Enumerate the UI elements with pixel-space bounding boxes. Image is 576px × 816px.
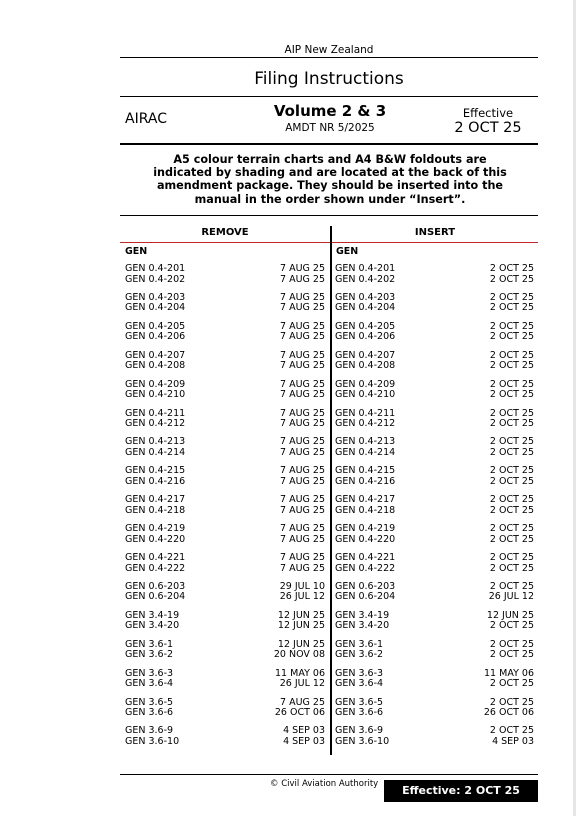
remove-page-id: GEN 0.4-208 <box>125 360 186 372</box>
insert-page-date: 2 OCT 25 <box>489 263 534 274</box>
insert-page-id: GEN 0.4-221 <box>335 552 396 563</box>
remove-page-id: GEN 0.4-205 <box>125 320 186 332</box>
insert-page-id: GEN 0.4-203 <box>335 291 396 303</box>
insert-page-date: 2 OCT 25 <box>489 273 534 285</box>
footer-rule <box>120 774 538 775</box>
insert-page-id: GEN 0.4-210 <box>335 389 396 401</box>
remove-page-id: GEN 0.4-201 <box>125 263 186 274</box>
remove-page-date: 7 AUG 25 <box>280 504 325 516</box>
volume-title: Volume 2 & 3 <box>273 102 387 120</box>
insert-page-id: GEN 0.4-222 <box>335 562 396 574</box>
remove-page-date: 11 MAY 06 <box>275 667 325 679</box>
insert-page-id: GEN 0.4-201 <box>335 263 396 274</box>
remove-page-date: 7 AUG 25 <box>280 552 325 563</box>
insert-page-date: 2 OCT 25 <box>489 378 534 390</box>
insert-page-id: GEN 0.4-216 <box>335 475 396 487</box>
remove-page-id: GEN 0.6-204 <box>125 591 186 603</box>
remove-page-date: 7 AUG 25 <box>280 533 325 545</box>
insert-page-date: 2 OCT 25 <box>489 649 534 661</box>
airac-label: AIRAC <box>125 111 167 127</box>
remove-page-id: GEN 0.4-203 <box>125 291 186 303</box>
insert-page-date: 2 OCT 25 <box>489 552 534 563</box>
remove-page-id: GEN 0.4-216 <box>125 475 186 487</box>
remove-page-id: GEN 3.6-5 <box>125 696 174 708</box>
remove-page-id: GEN 0.4-219 <box>125 523 186 535</box>
insert-page-id: GEN 0.4-220 <box>335 533 396 545</box>
remove-page-id: GEN 0.4-209 <box>125 378 186 390</box>
remove-page-date: 12 JUN 25 <box>277 609 325 621</box>
remove-page-id: GEN 0.4-217 <box>125 494 186 506</box>
remove-page-date: 7 AUG 25 <box>280 302 325 314</box>
insert-page-date: 2 OCT 25 <box>489 302 534 314</box>
remove-page-date: 20 NOV 08 <box>273 649 325 661</box>
insert-page-date: 2 OCT 25 <box>489 494 534 506</box>
insert-page-id: GEN 0.4-211 <box>335 407 396 419</box>
remove-page-date: 7 AUG 25 <box>280 273 325 285</box>
remove-page-id: GEN 0.4-215 <box>125 465 186 477</box>
insert-page-date: 2 OCT 25 <box>489 360 534 372</box>
insert-page-id: GEN 0.6-203 <box>335 580 396 592</box>
remove-page-date: 7 AUG 25 <box>280 389 325 401</box>
remove-page-id: GEN 3.6-2 <box>125 649 174 661</box>
remove-page-id: GEN 0.4-207 <box>125 349 186 361</box>
insert-page-id: GEN 0.4-214 <box>335 446 396 458</box>
insert-page-id: GEN 0.4-217 <box>335 494 396 506</box>
remove-page-id: GEN 0.4-206 <box>125 331 186 343</box>
insert-page-date: 2 OCT 25 <box>489 725 534 737</box>
remove-page-id: GEN 3.4-19 <box>125 609 180 621</box>
remove-page-date: 26 JUL 12 <box>279 678 325 690</box>
remove-page-id: GEN 3.4-20 <box>125 620 180 632</box>
remove-page-date: 29 JUL 10 <box>279 580 325 592</box>
remove-page-date: 7 AUG 25 <box>280 494 325 506</box>
insert-page-id: GEN 3.6-9 <box>335 725 384 737</box>
remove-page-id: GEN 0.4-220 <box>125 533 186 545</box>
remove-page-date: 7 AUG 25 <box>280 263 325 274</box>
insert-page-date: 2 OCT 25 <box>489 523 534 535</box>
insert-page-date: 2 OCT 25 <box>489 418 534 429</box>
insert-page-id: GEN 0.4-205 <box>335 320 396 332</box>
remove-page-date: 7 AUG 25 <box>280 523 325 535</box>
insert-page-date: 2 OCT 25 <box>489 678 534 690</box>
insert-page-date: 2 OCT 25 <box>489 446 534 458</box>
remove-column-header: REMOVE <box>201 227 249 238</box>
remove-page-date: 7 AUG 25 <box>280 291 325 303</box>
insert-page-id: GEN 0.4-219 <box>335 523 396 535</box>
publication-name: AIP New Zealand <box>284 44 374 56</box>
remove-page-date: 7 AUG 25 <box>280 436 325 448</box>
insert-page-date: 2 OCT 25 <box>489 696 534 708</box>
insert-page-id: GEN 0.4-209 <box>335 378 396 390</box>
remove-page-id: GEN 3.6-6 <box>125 707 174 718</box>
insert-page-date: 2 OCT 25 <box>489 389 534 401</box>
insert-page-date: 2 OCT 25 <box>489 320 534 332</box>
insert-page-id: GEN 3.6-3 <box>335 667 384 679</box>
insert-page-date: 26 JUL 12 <box>488 591 534 603</box>
remove-page-date: 4 SEP 03 <box>283 725 325 737</box>
insert-page-id: GEN 0.4-202 <box>335 273 396 285</box>
insert-page-id: GEN 0.4-212 <box>335 418 396 429</box>
insert-page-id: GEN 3.6-10 <box>335 735 390 747</box>
remove-page-date: 7 AUG 25 <box>280 562 325 574</box>
page-title: Filing Instructions <box>254 69 404 89</box>
remove-page-date: 12 JUN 25 <box>277 620 325 632</box>
insert-page-date: 2 OCT 25 <box>489 436 534 448</box>
remove-page-id: GEN 3.6-3 <box>125 667 174 679</box>
insert-page-date: 2 OCT 25 <box>489 465 534 477</box>
insert-page-id: GEN 3.6-1 <box>335 638 384 650</box>
header-rule-middle <box>120 96 538 97</box>
remove-page-id: GEN 0.4-212 <box>125 418 186 429</box>
insert-page-id: GEN 3.4-19 <box>335 609 390 621</box>
effective-label: Effective <box>462 106 514 120</box>
remove-page-date: 7 AUG 25 <box>280 407 325 419</box>
insert-page-date: 4 SEP 03 <box>492 735 534 747</box>
remove-page-id: GEN 0.6-203 <box>125 580 186 592</box>
remove-page-date: 7 AUG 25 <box>280 446 325 458</box>
insert-page-id: GEN 3.6-5 <box>335 696 384 708</box>
insert-page-id: GEN 0.4-204 <box>335 302 396 314</box>
effective-badge: Effective: 2 OCT 25 <box>384 780 538 802</box>
insert-page-date: 2 OCT 25 <box>489 475 534 487</box>
insert-page-id: GEN 0.4-215 <box>335 465 396 477</box>
remove-page-date: 7 AUG 25 <box>280 320 325 332</box>
remove-page-date: 26 OCT 06 <box>274 707 325 718</box>
insert-page-id: GEN 0.4-207 <box>335 349 396 361</box>
header-rule-bottom <box>120 143 538 145</box>
insert-page-id: GEN 3.4-20 <box>335 620 390 632</box>
insert-page-date: 11 MAY 06 <box>484 667 534 679</box>
insert-page-date: 2 OCT 25 <box>489 562 534 574</box>
remove-page-id: GEN 3.6-4 <box>125 678 174 690</box>
header-rule-top <box>120 57 538 58</box>
copyright-notice: © Civil Aviation Authority <box>270 779 379 789</box>
remove-page-date: 7 AUG 25 <box>280 331 325 343</box>
remove-page-id: GEN 3.6-1 <box>125 638 174 650</box>
remove-section-heading: GEN <box>125 246 148 257</box>
insert-page-date: 2 OCT 25 <box>489 504 534 516</box>
remove-page-date: 12 JUN 25 <box>277 638 325 650</box>
column-divider <box>330 226 332 755</box>
remove-page-id: GEN 0.4-213 <box>125 436 186 448</box>
amendment-number: AMDT NR 5/2025 <box>285 122 375 134</box>
insert-page-date: 26 OCT 06 <box>483 707 534 718</box>
remove-page-id: GEN 0.4-222 <box>125 562 186 574</box>
remove-page-id: GEN 0.4-210 <box>125 389 186 401</box>
remove-page-date: 26 JUL 12 <box>279 591 325 603</box>
notice-rule <box>120 215 538 216</box>
insert-page-id: GEN 3.6-6 <box>335 707 384 718</box>
insert-page-id: GEN 0.6-204 <box>335 591 396 603</box>
insert-page-id: GEN 3.6-2 <box>335 649 384 661</box>
insertion-notice: A5 colour terrain charts and A4 B&W foldouts are indicated by shading and are located at the back of this amendment package. They should be inserted into the manual in the order shown under “Insert”. <box>153 153 507 206</box>
insert-page-date: 2 OCT 25 <box>489 331 534 343</box>
insert-page-date: 2 OCT 25 <box>489 620 534 632</box>
insert-page-id: GEN 3.6-4 <box>335 678 384 690</box>
remove-page-date: 7 AUG 25 <box>280 378 325 390</box>
insert-page-id: GEN 0.4-213 <box>335 436 396 448</box>
insert-column-header: INSERT <box>414 227 456 238</box>
remove-page-id: GEN 3.6-9 <box>125 725 174 737</box>
remove-page-date: 4 SEP 03 <box>283 735 325 747</box>
insert-section-heading: GEN <box>336 246 359 257</box>
remove-page-id: GEN 0.4-204 <box>125 302 186 314</box>
remove-page-id: GEN 0.4-211 <box>125 407 186 419</box>
remove-page-id: GEN 0.4-202 <box>125 273 186 285</box>
insert-page-date: 2 OCT 25 <box>489 580 534 592</box>
remove-page-id: GEN 0.4-218 <box>125 504 186 516</box>
table-header-rule <box>120 242 538 243</box>
remove-page-date: 7 AUG 25 <box>280 418 325 429</box>
insert-page-id: GEN 0.4-208 <box>335 360 396 372</box>
remove-page-date: 7 AUG 25 <box>280 465 325 477</box>
effective-date: 2 OCT 25 <box>454 120 522 136</box>
remove-page-date: 7 AUG 25 <box>280 696 325 708</box>
insert-page-date: 12 JUN 25 <box>486 609 534 621</box>
insert-page-date: 2 OCT 25 <box>489 638 534 650</box>
remove-page-id: GEN 3.6-10 <box>125 735 180 747</box>
insert-page-date: 2 OCT 25 <box>489 407 534 419</box>
remove-page-id: GEN 0.4-214 <box>125 446 186 458</box>
insert-page-date: 2 OCT 25 <box>489 349 534 361</box>
remove-page-id: GEN 0.4-221 <box>125 552 186 563</box>
remove-page-date: 7 AUG 25 <box>280 349 325 361</box>
remove-page-date: 7 AUG 25 <box>280 360 325 372</box>
insert-page-date: 2 OCT 25 <box>489 533 534 545</box>
insert-page-id: GEN 0.4-218 <box>335 504 396 516</box>
insert-page-date: 2 OCT 25 <box>489 291 534 303</box>
remove-page-date: 7 AUG 25 <box>280 475 325 487</box>
insert-page-id: GEN 0.4-206 <box>335 331 396 343</box>
